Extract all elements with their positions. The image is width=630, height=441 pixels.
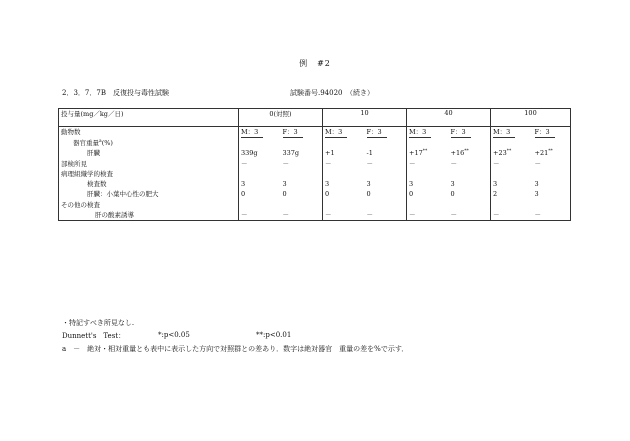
sex-count-label: F：3 xyxy=(283,128,303,138)
table-cell xyxy=(449,138,491,148)
table-cell xyxy=(407,210,449,221)
significance-p05: *:p<0.05 xyxy=(158,331,190,339)
table-row xyxy=(59,138,571,148)
row-label xyxy=(59,138,239,148)
table-cell xyxy=(239,189,281,199)
table-cell xyxy=(281,210,323,221)
table-cell xyxy=(239,200,281,210)
row-label-text: 病理組織学的検査 xyxy=(61,169,113,178)
sex-count-label: M：3 xyxy=(325,128,347,138)
table-cell xyxy=(239,127,281,139)
cell-value: － xyxy=(493,211,500,220)
dunnett-test-label: Dunnett's Test： xyxy=(62,332,126,340)
table-cell xyxy=(323,169,365,179)
cell-value: 339g xyxy=(241,149,258,158)
cell-value: -1 xyxy=(366,149,373,158)
cell-value: － xyxy=(409,159,416,168)
table-row xyxy=(59,127,571,139)
cell-value: － xyxy=(282,211,289,220)
table-cell xyxy=(533,127,571,139)
row-label xyxy=(59,169,239,179)
table-cell xyxy=(449,179,491,189)
cell-value: － xyxy=(450,159,457,168)
table-cell xyxy=(281,148,323,158)
cell-value: － xyxy=(366,159,373,168)
table-cell xyxy=(491,189,533,199)
row-label xyxy=(59,159,239,169)
row-label xyxy=(59,148,239,158)
table-row xyxy=(59,159,571,169)
cell-value: +16 xyxy=(450,149,465,158)
significance-p01: **:p<0.01 xyxy=(256,331,292,339)
cell-value: － xyxy=(534,159,541,168)
table-cell xyxy=(533,189,571,199)
table-cell xyxy=(281,169,323,179)
table-cell xyxy=(365,200,407,210)
table-cell xyxy=(239,210,281,221)
table-cell xyxy=(449,159,491,169)
cell-value: － xyxy=(241,211,248,220)
cell-value: 3 xyxy=(241,180,246,189)
table-cell xyxy=(533,159,571,169)
table-cell xyxy=(407,159,449,169)
table-cell xyxy=(491,169,533,179)
table-cell xyxy=(323,138,365,148)
table-cell xyxy=(239,148,281,158)
significance-marker: ** xyxy=(506,149,512,155)
dose-header: 投与量(mg／kg／日) xyxy=(59,109,239,127)
sex-count-label: F：3 xyxy=(535,128,555,138)
table-cell xyxy=(239,138,281,148)
table-cell xyxy=(365,127,407,139)
row-label-text: 肝の酸素誘導 xyxy=(95,211,134,220)
table-cell xyxy=(365,179,407,189)
table-cell xyxy=(533,148,571,158)
cell-value: 0 xyxy=(325,190,330,199)
table-cell xyxy=(239,179,281,189)
row-label-text: 部検所見 xyxy=(61,159,87,168)
sex-count-label: F：3 xyxy=(367,128,387,138)
table-cell xyxy=(281,159,323,169)
dose-column-header: 100 xyxy=(491,109,571,127)
sex-count-label: M：3 xyxy=(409,128,431,138)
sex-count-label: F：3 xyxy=(451,128,471,138)
table-cell xyxy=(239,169,281,179)
table-cell xyxy=(323,200,365,210)
cell-value: － xyxy=(325,211,332,220)
table-cell xyxy=(365,169,407,179)
table-cell xyxy=(365,138,407,148)
note-no-findings: ・特記すべき所見なし. xyxy=(62,319,135,327)
cell-value: － xyxy=(366,211,373,220)
table-cell xyxy=(323,159,365,169)
footnote-marker: a xyxy=(99,139,102,144)
row-label-unit: (%) xyxy=(101,139,113,147)
cell-value: － xyxy=(534,211,541,220)
significance-marker: ** xyxy=(464,149,469,155)
table-cell xyxy=(491,210,533,221)
cell-value: － xyxy=(450,211,457,220)
cell-value: 0 xyxy=(241,190,246,199)
cell-value: 3 xyxy=(450,180,455,189)
cell-value: － xyxy=(493,159,500,168)
table-cell xyxy=(491,200,533,210)
table-cell xyxy=(449,127,491,139)
row-label-text: 肝臓 xyxy=(87,149,100,158)
table-cell xyxy=(491,148,533,158)
sex-count-label: M：3 xyxy=(493,128,515,138)
table-cell xyxy=(407,138,449,148)
table-cell xyxy=(491,179,533,189)
table-cell xyxy=(323,179,365,189)
table-cell xyxy=(533,138,571,148)
table-row xyxy=(59,169,571,179)
section-heading: 2．3．7．7B 反復投与毒性試験 xyxy=(62,89,169,97)
table-cell xyxy=(323,127,365,139)
cell-value: 3 xyxy=(493,180,498,189)
row-label xyxy=(59,210,239,221)
row-label xyxy=(59,127,239,139)
table-row xyxy=(59,189,571,199)
table-cell xyxy=(407,189,449,199)
cell-value: 0 xyxy=(450,190,455,199)
table-cell xyxy=(365,189,407,199)
cell-value: 0 xyxy=(366,190,371,199)
table-row xyxy=(59,200,571,210)
table-cell xyxy=(407,200,449,210)
row-label-text: 肝臓：小葉中心性の肥大 xyxy=(87,190,159,199)
table-cell xyxy=(281,200,323,210)
row-label xyxy=(59,179,239,189)
sex-count-label: M：3 xyxy=(241,128,263,138)
table-cell xyxy=(449,210,491,221)
table-cell xyxy=(281,189,323,199)
table-cell xyxy=(407,127,449,139)
cell-value: +1 xyxy=(325,149,335,158)
cell-value: － xyxy=(282,159,289,168)
table-cell xyxy=(281,138,323,148)
table-cell xyxy=(365,159,407,169)
table-cell xyxy=(281,179,323,189)
row-label xyxy=(59,200,239,210)
cell-value: 2 xyxy=(493,190,498,199)
table-cell xyxy=(449,189,491,199)
table-cell xyxy=(365,148,407,158)
table-cell xyxy=(449,148,491,158)
row-label-text: 検査数 xyxy=(87,180,107,189)
cell-value: 3 xyxy=(534,180,539,189)
table-cell xyxy=(407,169,449,179)
cell-value: 3 xyxy=(534,190,539,199)
row-label-text: その他の検査 xyxy=(61,200,100,209)
table-cell xyxy=(407,148,449,158)
cell-value: 0 xyxy=(282,190,287,199)
table-cell xyxy=(323,210,365,221)
cell-value: 0 xyxy=(409,190,414,199)
dose-column-header: 0(対照) xyxy=(239,109,323,127)
table-cell xyxy=(491,127,533,139)
table-cell xyxy=(533,200,571,210)
page-title: 例 #2 xyxy=(299,59,331,68)
toxicity-table xyxy=(58,108,571,221)
table-cell xyxy=(449,169,491,179)
cell-value: 3 xyxy=(409,180,414,189)
cell-value: 3 xyxy=(282,180,287,189)
table-cell xyxy=(533,210,571,221)
table-row xyxy=(59,148,571,158)
cell-value: 3 xyxy=(366,180,371,189)
cell-value: 337g xyxy=(282,149,300,158)
cell-value: +23 xyxy=(493,149,507,158)
row-label xyxy=(59,189,239,199)
significance-marker: ** xyxy=(422,149,428,155)
table-cell xyxy=(281,127,323,139)
cell-value: － xyxy=(241,159,248,168)
cell-value: +17 xyxy=(409,149,423,158)
dose-column-header: 40 xyxy=(407,109,491,127)
cell-value: 3 xyxy=(325,180,330,189)
table-cell xyxy=(449,200,491,210)
table-cell xyxy=(533,179,571,189)
cell-value: － xyxy=(409,211,416,220)
table-row xyxy=(59,210,571,221)
test-number: 試験番号.94020 （続き） xyxy=(290,89,374,97)
table-row xyxy=(59,179,571,189)
table-cell xyxy=(323,148,365,158)
dose-column-header: 10 xyxy=(323,109,407,127)
row-label-text: 動物数 xyxy=(61,128,81,136)
table-cell xyxy=(533,169,571,179)
significance-marker: ** xyxy=(548,149,553,155)
table-cell xyxy=(239,159,281,169)
table-cell xyxy=(365,210,407,221)
footnote-a: a － 絶対・相対重量とも表中に表示した方向で対照群との差あり．数字は絶対器官 重量の差を%で示す． xyxy=(62,345,409,353)
table-cell xyxy=(491,159,533,169)
cell-value: +21 xyxy=(534,149,549,158)
table-cell xyxy=(407,179,449,189)
table-cell xyxy=(491,138,533,148)
table-header-row xyxy=(59,109,571,127)
row-label-text: 器官重量 xyxy=(73,139,99,147)
table-cell xyxy=(323,189,365,199)
cell-value: － xyxy=(325,159,332,168)
